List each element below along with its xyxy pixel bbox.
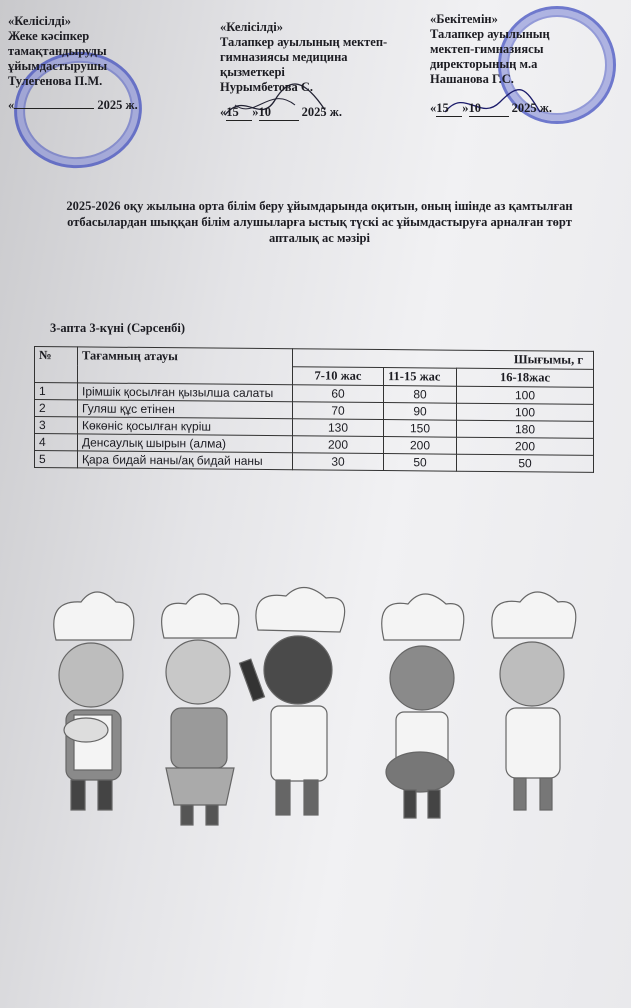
dish-name: Денсаулық шырын (алма) [78, 434, 293, 453]
approval-line: Талапкер ауылының мектеп- [220, 35, 388, 49]
yield-16-18: 180 [457, 420, 594, 438]
col-age-16-18: 16-18жас [457, 368, 594, 387]
approval-line: Жеке кәсіпкер [8, 29, 90, 43]
yield-16-18: 100 [457, 403, 594, 421]
row-number: 2 [35, 400, 78, 417]
approval-line: қызметкері [220, 65, 285, 79]
chef-figure [162, 594, 239, 825]
approval-header: «Келісілді» [220, 20, 283, 34]
approval-signer: Тулегенова П.М. [8, 74, 103, 88]
col-age-7-10: 7-10 жас [293, 367, 384, 386]
dish-name: Көкөніс қосылған күріш [78, 417, 293, 436]
row-number: 1 [35, 383, 78, 400]
chef-figure [382, 594, 464, 818]
yield-7-10: 130 [293, 419, 384, 437]
child-chefs-illustration [36, 580, 596, 830]
approval-line: мектеп-гимназиясы [430, 42, 544, 56]
dish-name: Ірімшік қосылған қызылша салаты [78, 383, 293, 402]
chef-figure [54, 592, 134, 810]
yield-11-15: 90 [384, 403, 457, 421]
row-number: 4 [35, 434, 78, 451]
approval-date: «15 »10 2025 ж. [220, 105, 342, 119]
approval-date: «15 »10 2025 ж. [430, 101, 552, 115]
approval-header: «Бекітемін» [430, 12, 498, 26]
approval-header: «Келісілді» [8, 14, 71, 28]
yield-16-18: 50 [457, 454, 594, 472]
chef-figure [492, 592, 576, 810]
yield-11-15: 50 [384, 454, 457, 472]
row-number: 5 [35, 451, 78, 468]
yield-16-18: 200 [457, 437, 594, 455]
approval-line: Талапкер ауылының [430, 27, 550, 41]
approval-signer: Нурымбетова С. [220, 80, 314, 94]
menu-title: 2025-2026 оқу жылына орта білім беру ұйымдарында оқитын, оның ішінде аз қамтылған отбасылардан шыққан білім алушыларға ыстық түскі ас ұйымдастыруға арналған төрт апталық ас мәзірі [66, 199, 573, 245]
chef-figure [240, 587, 345, 815]
approval-line: ұйымдастырушы [8, 59, 108, 73]
approval-right [430, 12, 630, 117]
yield-16-18: 100 [457, 386, 594, 404]
approval-line: гимназиясы медицина [220, 50, 348, 64]
menu-table [34, 346, 594, 473]
yield-7-10: 70 [293, 402, 384, 420]
yield-11-15: 200 [384, 437, 457, 455]
approval-line: директорының м.а [430, 57, 538, 71]
yield-7-10: 60 [293, 385, 384, 403]
dish-name: Қара бидай наны/ақ бидай наны [78, 451, 293, 470]
approval-signer: Нашанова Г.С. [430, 72, 514, 86]
yield-7-10: 200 [293, 436, 384, 454]
day-label: 3-апта 3-күні (Сәрсенбі) [50, 321, 186, 335]
row-number: 3 [35, 417, 78, 434]
col-age-11-15: 11-15 жас [384, 368, 457, 387]
approval-line: тамақтандыруды [8, 44, 107, 58]
col-number: № [35, 347, 78, 383]
yield-7-10: 30 [293, 453, 384, 471]
table-row [35, 451, 594, 473]
yield-11-15: 80 [384, 386, 457, 404]
table-header-row [35, 347, 594, 370]
approval-left [8, 14, 178, 113]
col-yield: Шығымы, г [293, 349, 594, 370]
dish-name: Гуляш құс етінен [78, 400, 293, 419]
approval-date: « 2025 ж. [8, 98, 138, 112]
yield-11-15: 150 [384, 420, 457, 438]
col-dish-name: Тағамның атауы [78, 347, 293, 385]
approval-middle [220, 20, 405, 121]
